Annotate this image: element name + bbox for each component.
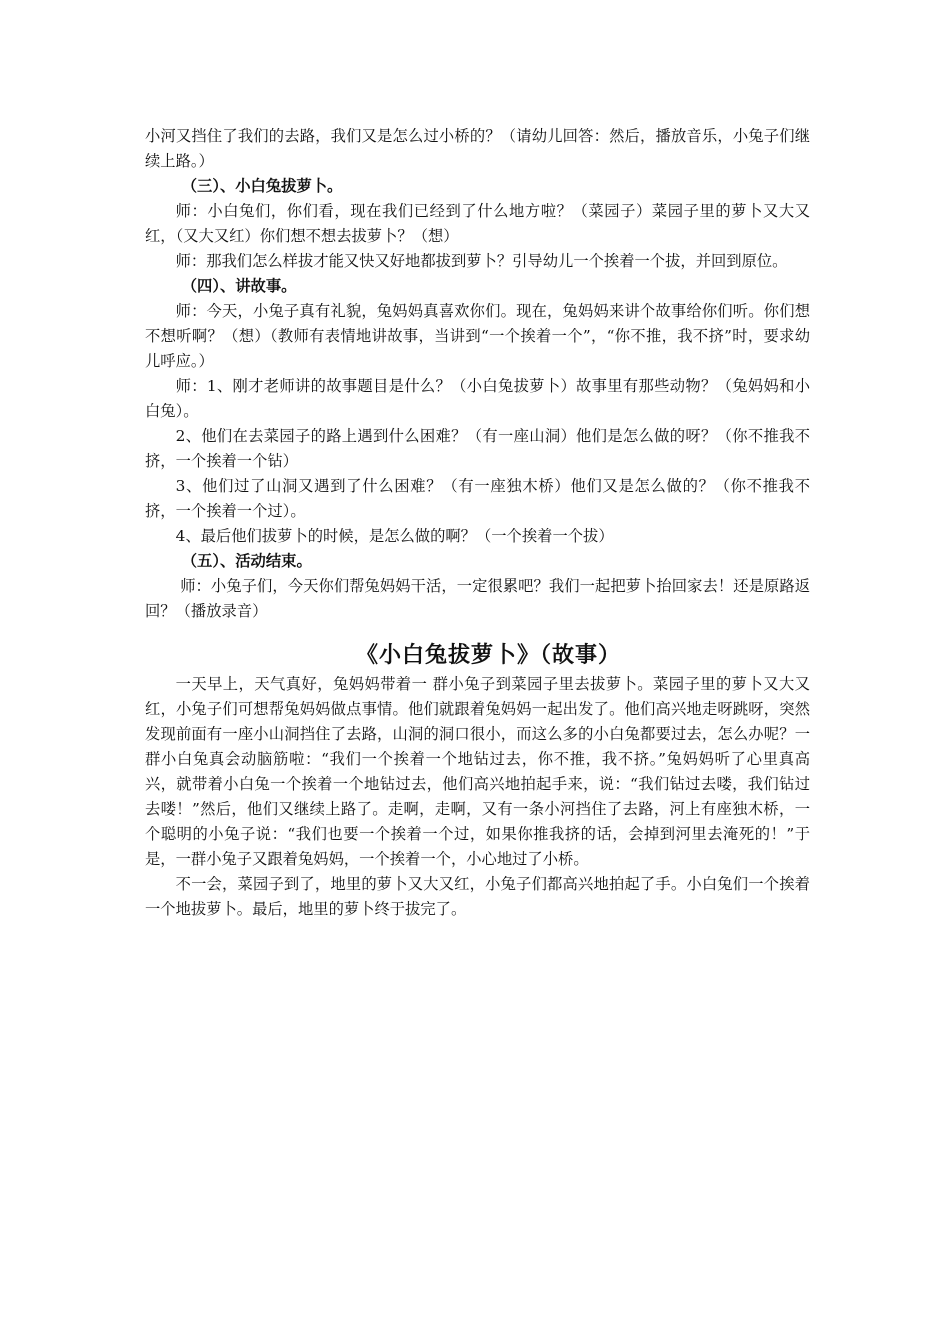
- story-paragraph: 不一会，菜园子到了，地里的萝卜又大又红，小兔子们都高兴地拍起了手。小白兔们一个挨着一个地拔萝卜。最后，地里的萝卜终于拔完了。: [145, 875, 810, 918]
- section-heading-3: （三）、小白兔拔萝卜。: [181, 177, 343, 195]
- question-2: 2、他们在去菜园子的路上遇到什么困难？（有一座山洞）他们是怎么做的呀？（你不推我不挤，一个挨着一个钻）: [145, 427, 810, 470]
- question-1: 师：1、刚才老师讲的故事题目是什么？（小白兔拔萝卜）故事里有那些动物？（兔妈妈和小白兔）。: [145, 377, 810, 420]
- section-heading-4: （四）、讲故事。: [181, 277, 297, 295]
- body-paragraph: 小河又挡住了我们的去路，我们又是怎么过小桥的？（请幼儿回答：然后，播放音乐，小兔子们继续上路。）: [145, 127, 810, 170]
- body-paragraph: 师：那我们怎么样拔才能又快又好地都拔到萝卜？引导幼儿一个挨着一个拔，并回到原位。: [175, 252, 788, 270]
- body-paragraph: 师：小兔子们，今天你们帮兔妈妈干活，一定很累吧？我们一起把萝卜抬回家去！还是原路返回？（播放录音）: [145, 577, 810, 620]
- question-4: 4、最后他们拔萝卜的时候，是怎么做的啊？（一个挨着一个拔）: [175, 527, 614, 545]
- section-heading-5: （五）、活动结束。: [181, 552, 312, 570]
- body-paragraph: 师：今天，小兔子真有礼貌，兔妈妈真喜欢你们。现在，兔妈妈来讲个故事给你们听。你们想不想听啊？（想）（教师有表情地讲故事，当讲到“一个挨着一个”，“你不推，我不挤”时，要求幼儿呼应。）: [145, 302, 810, 370]
- question-3: 3、他们过了山洞又遇到了什么困难？（有一座独木桥）他们又是怎么做的？（你不推我不挤，一个挨着一个过）。: [145, 477, 810, 520]
- body-paragraph: 师：小白兔们，你们看，现在我们已经到了什么地方啦？（菜园子）菜园子里的萝卜又大又红，（又大又红）你们想不想去拔萝卜？（想）: [145, 202, 810, 245]
- story-title: 《小白兔拔萝卜》（故事）: [355, 643, 621, 668]
- document-body: [145, 124, 810, 922]
- story-paragraph: 一天早上，天气真好，兔妈妈带着一 群小兔子到菜园子里去拔萝卜。菜园子里的萝卜又大又红，小兔子们可想帮兔妈妈做点事情。他们就跟着兔妈妈一起出发了。他们高兴地走呀跳呀，突然发现前面有一座小山洞挡住了去路，山洞的洞口很小，而这么多的小白兔都要过去，怎么办呢？一群小白兔真会动脑筋啦：“我们一个挨着一个地钻过去，你不推，我不挤。”兔妈妈听了心里真高兴，就带着小白兔一个挨着一个地钻过去，他们高兴地拍起手来，说：“我们钻过去喽，我们钻过去喽！”然后，他们又继续上路了。走啊，走啊，又有一条小河挡住了去路，河上有座独木桥，一个聪明的小兔子说：“我们也要一个挨着一个过，如果你推我挤的话，会掉到河里去淹死的！”于是，一群小兔子又跟着兔妈妈，一个挨着一个，小心地过了小桥。: [145, 675, 810, 868]
